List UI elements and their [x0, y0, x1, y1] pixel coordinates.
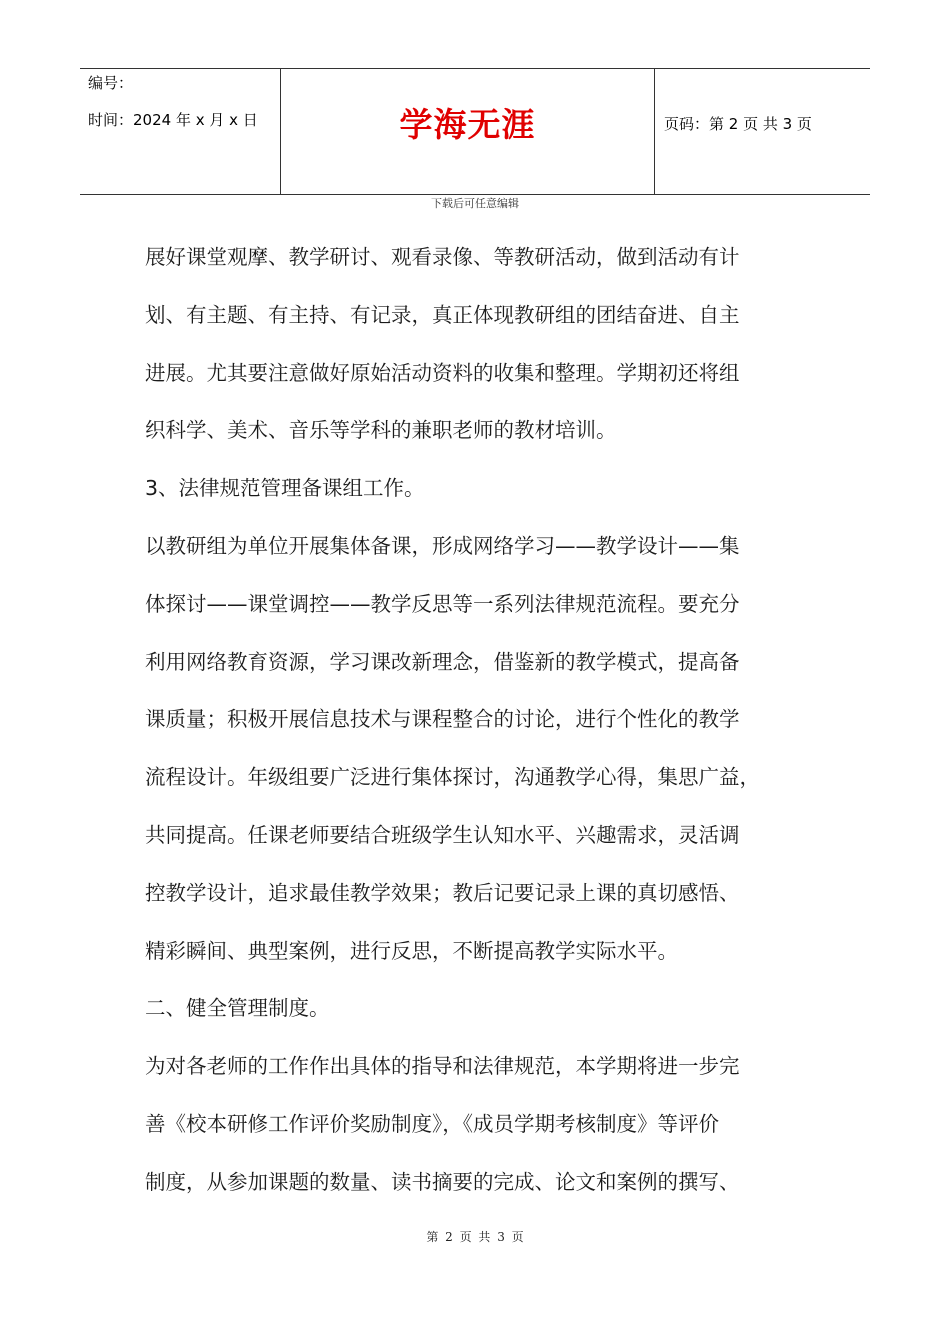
body-line: 以教研组为单位开展集体备课，形成网络学习——教学设计——集	[145, 533, 740, 558]
body-line: 制度，从参加课题的数量、读书摘要的完成、论文和案例的撰写、	[145, 1169, 740, 1194]
editable-note: 下载后可任意编辑	[431, 197, 519, 210]
body-line: 共同提高。任课老师要结合班级学生认知水平、兴趣需求，灵活调	[145, 822, 740, 847]
page-footer: 第 2 页 共 3 页	[426, 1230, 524, 1244]
section-heading: 二、健全管理制度。	[145, 996, 330, 1021]
body-line: 进展。尤其要注意做好原始活动资料的收集和整理。学期初还将组	[145, 360, 740, 385]
document-body	[145, 240, 825, 1223]
body-line: 课质量；积极开展信息技术与课程整合的讨论，进行个性化的教学	[145, 707, 740, 732]
body-line: 精彩瞬间、典型案例，进行反思，不断提高教学实际水平。	[145, 938, 678, 963]
page-code-label: 页码：第 2 页 共 3 页	[664, 115, 812, 133]
body-line: 展好课堂观摩、教学研讨、观看录像、等教研活动，做到活动有计	[145, 245, 740, 269]
body-line: 为对各老师的工作作出具体的指导和法律规范，本学期将进一步完	[145, 1054, 740, 1079]
document-header	[80, 68, 870, 195]
document-time-label: 时间：2024 年 x 月 x 日	[88, 111, 258, 129]
body-line: 利用网络教育资源，学习课改新理念，借鉴新的教学模式，提高备	[145, 649, 740, 674]
body-line: 体探讨——课堂调控——教学反思等一系列法律规范流程。要充分	[145, 591, 740, 616]
body-line: 织科学、美术、音乐等学科的兼职老师的教材培训。	[145, 418, 617, 443]
body-line: 流程设计。年级组要广泛进行集体探讨，沟通教学心得，集思广益，	[145, 765, 760, 790]
brand-title: 学海无涯	[399, 105, 536, 144]
body-line: 划、有主题、有主持、有记录，真正体现教研组的团结奋进、自主	[145, 302, 740, 327]
section-heading: 3、法律规范管理备课组工作。	[145, 476, 425, 501]
header-divider-right	[654, 69, 655, 194]
body-line: 善《校本研修工作评价奖励制度》，《成员学期考核制度》等评价	[145, 1111, 719, 1136]
body-line: 控教学设计，追求最佳教学效果；教后记要记录上课的真切感悟、	[145, 880, 740, 905]
document-number-label: 编号：	[88, 74, 134, 92]
